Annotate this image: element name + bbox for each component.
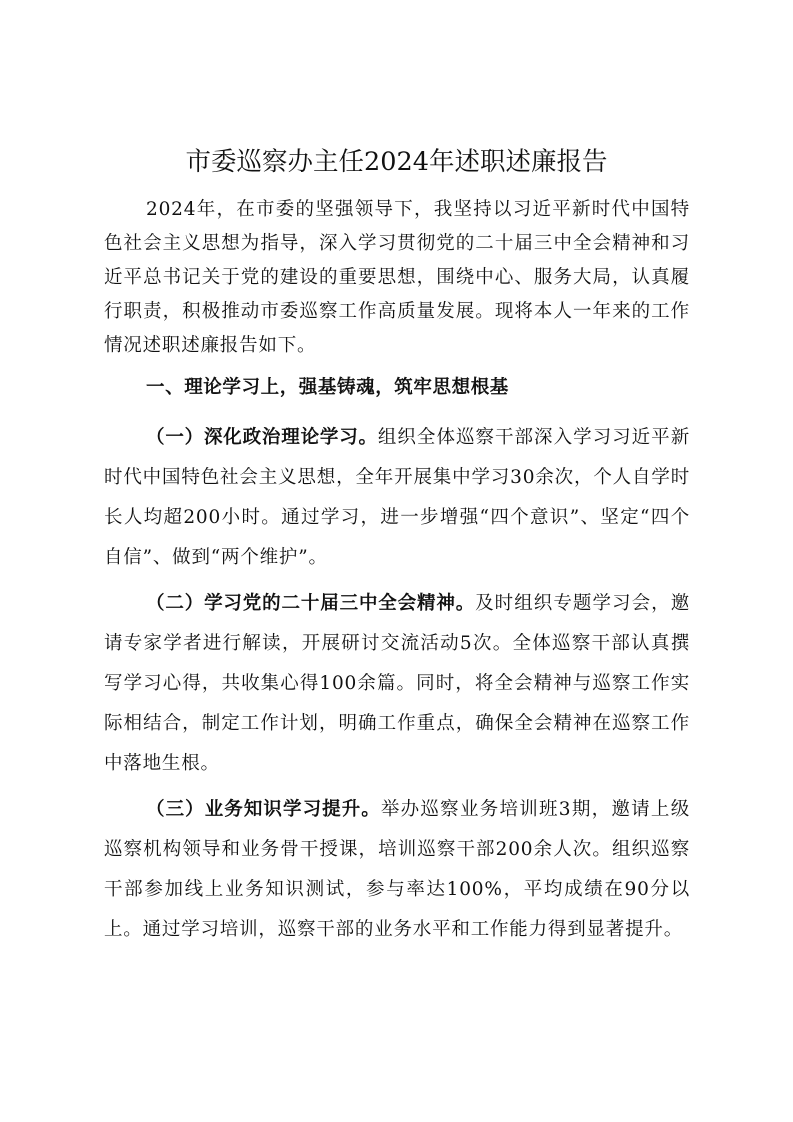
subsection-2-lead: （二）学习党的二十届三中全会精神。 [146,593,476,614]
subsection-2 [104,584,690,784]
subsection-2-paragraph [104,584,690,784]
subsection-1-lead: （一）深化政治理论学习。 [146,427,378,448]
intro-block [104,193,690,363]
subsection-3-text: 举办巡察业务培训班3期，邀请上级巡察机构领导和业务骨干授课，培训巡察干部200余人次。组织巡察干部参加线上业务知识测试，参与率达100%，平均成绩在90分以上。通过学习培训，巡察干部的业务水平和工作能力得到显著提升。 [104,799,690,940]
subsection-1-text: 组织全体巡察干部深入学习习近平新时代中国特色社会主义思想，全年开展集中学习30余次，个人自学时长人均超200小时。通过学习，进一步增强“四个意识”、坚定“四个自信”、做到“两个维护”。 [104,427,691,568]
section-heading-1: 一、理论学习上，强基铸魂，筑牢思想根基 [146,377,509,398]
subsection-2-text: 及时组织专题学习会，邀请专家学者进行解读，开展研讨交流活动5次。全体巡察干部认真撰写学习心得，共收集心得100余篇。同时，将全会精神与巡察工作实际相结合，制定工作计划，明确工作重点，确保全会精神在巡察工作中落地生根。 [104,593,690,774]
subsection-3-paragraph [104,790,690,950]
subsection-1 [104,418,690,578]
intro-paragraph: 2024年，在市委的坚强领导下，我坚持以习近平新时代中国特色社会主义思想为指导，深入学习贯彻党的二十届三中全会精神和习近平总书记关于党的建设的重要思想，围绕中心、服务大局，认真履行职责，积极推动市委巡察工作高质量发展。现将本人一年来的工作情况述职述廉报告如下。 [104,199,690,356]
subsection-3-lead: （三）业务知识学习提升。 [146,799,381,820]
subsection-3 [104,790,690,950]
document-title: 市委巡察办主任2024年述职述廉报告 [185,147,608,177]
subsection-1-paragraph [104,418,690,578]
